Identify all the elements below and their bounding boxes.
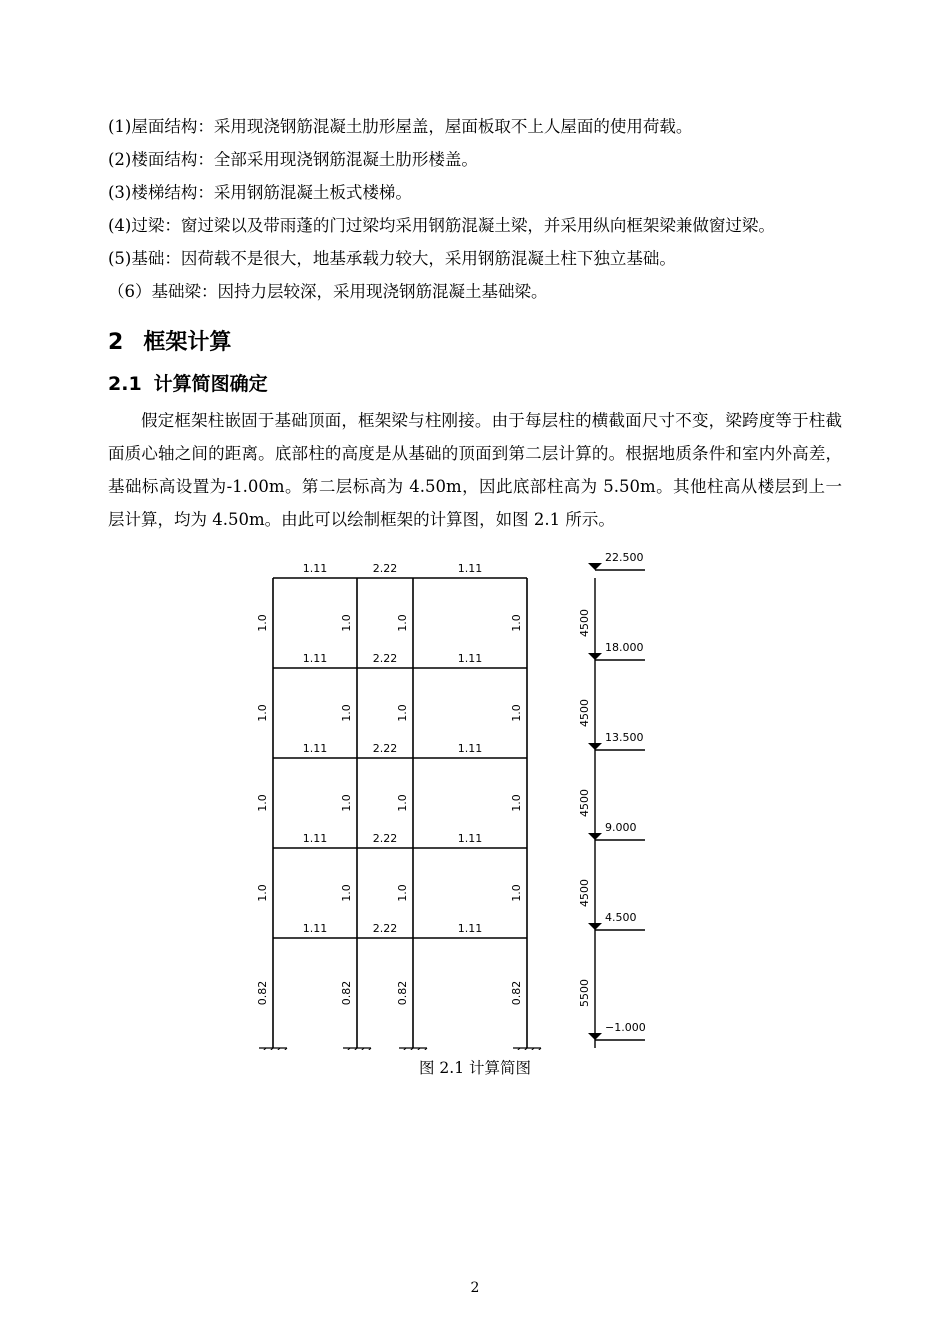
story-height-label: 4500 [578,609,591,637]
section-title: 框架计算 [143,330,232,355]
paragraph-1: (1)屋面结构：采用现浇钢筋混凝土肋形屋盖，屋面板取不上人屋面的使用荷载。 [108,117,693,136]
column-label: 0.82 [256,980,269,1006]
story-height-label: 4500 [578,879,591,907]
elevation-label: 9.000 [605,821,637,834]
column-label: 1.0 [510,884,523,902]
column-label: 1.0 [256,704,269,722]
beam-label: 2.22 [372,652,398,665]
column-label: 1.0 [396,884,409,902]
beam-label: 1.11 [302,652,328,665]
beam-label: 1.11 [302,832,328,845]
column-label: 0.82 [510,980,523,1006]
beam-label: 1.11 [457,562,483,575]
beam-label: 1.11 [302,562,328,575]
column-label: 1.0 [396,794,409,812]
beam-label: 2.22 [372,832,398,845]
figure-caption: 图 2.1 计算简图 [418,1059,531,1077]
section-number: 2 [108,330,124,355]
beam-label: 1.11 [457,922,483,935]
column-label: 1.0 [510,794,523,812]
frame-diagram-svg [245,550,705,1050]
beam-label: 2.22 [372,742,398,755]
elevation-label: 4.500 [605,911,637,924]
paragraph-3: (3)楼梯结构：采用钢筋混凝土板式楼梯。 [108,183,412,202]
column-label: 1.0 [340,884,353,902]
beam-label: 1.11 [457,832,483,845]
page-number: 2 [470,1280,480,1296]
column-label: 1.0 [256,794,269,812]
figure-frame-diagram [108,550,842,1050]
column-label: 1.0 [340,614,353,632]
column-label: 1.0 [256,614,269,632]
elevation-label: 13.500 [605,731,644,744]
body-paragraph: 假定框架柱嵌固于基础顶面，框架梁与柱刚接。由于每层柱的横截面尺寸不变，梁跨度等于柱截面质心轴之间的距离。底部柱的高度是从基础的顶面到第二层计算的。根据地质条件和室内外高差，基础标高设置为-1.00m。第二层标高为 4.50m，因此底部柱高为 5.50m。其他柱高从楼层到上一层计算，均为 4.50m。由此可以绘制框架的计算图，如图 2.1 所示。 [108,411,842,529]
paragraph-6: （6）基础梁：因持力层较深，采用现浇钢筋混凝土基础梁。 [108,282,548,301]
column-label: 0.82 [396,980,409,1006]
subsection-heading [108,368,842,400]
column-label: 0.82 [340,980,353,1006]
beam-label: 2.22 [372,562,398,575]
paragraph-5: (5)基础：因荷载不是很大，地基承载力较大，采用钢筋混凝土柱下独立基础。 [108,249,676,268]
elevation-label: −1.000 [605,1021,646,1034]
column-label: 1.0 [396,614,409,632]
elevation-label: 18.000 [605,641,644,654]
column-label: 1.0 [396,704,409,722]
column-label: 1.0 [256,884,269,902]
subsection-title: 计算简图确定 [153,373,268,395]
column-label: 1.0 [340,794,353,812]
column-label: 1.0 [510,614,523,632]
elevation-label: 22.500 [605,551,644,564]
column-label: 1.0 [340,704,353,722]
story-height-label: 5500 [578,979,591,1007]
beam-label: 1.11 [302,922,328,935]
subsection-number: 2.1 [108,373,142,395]
paragraph-4: (4)过梁：窗过梁以及带雨蓬的门过梁均采用钢筋混凝土梁，并采用纵向框架梁兼做窗过梁。 [108,216,775,235]
story-height-label: 4500 [578,789,591,817]
section-heading [108,326,842,360]
column-label: 1.0 [510,704,523,722]
beam-label: 1.11 [302,742,328,755]
paragraph-2: (2)楼面结构：全部采用现浇钢筋混凝土肋形楼盖。 [108,150,478,169]
beam-label: 1.11 [457,742,483,755]
beam-label: 1.11 [457,652,483,665]
beam-label: 2.22 [372,922,398,935]
story-height-label: 4500 [578,699,591,727]
